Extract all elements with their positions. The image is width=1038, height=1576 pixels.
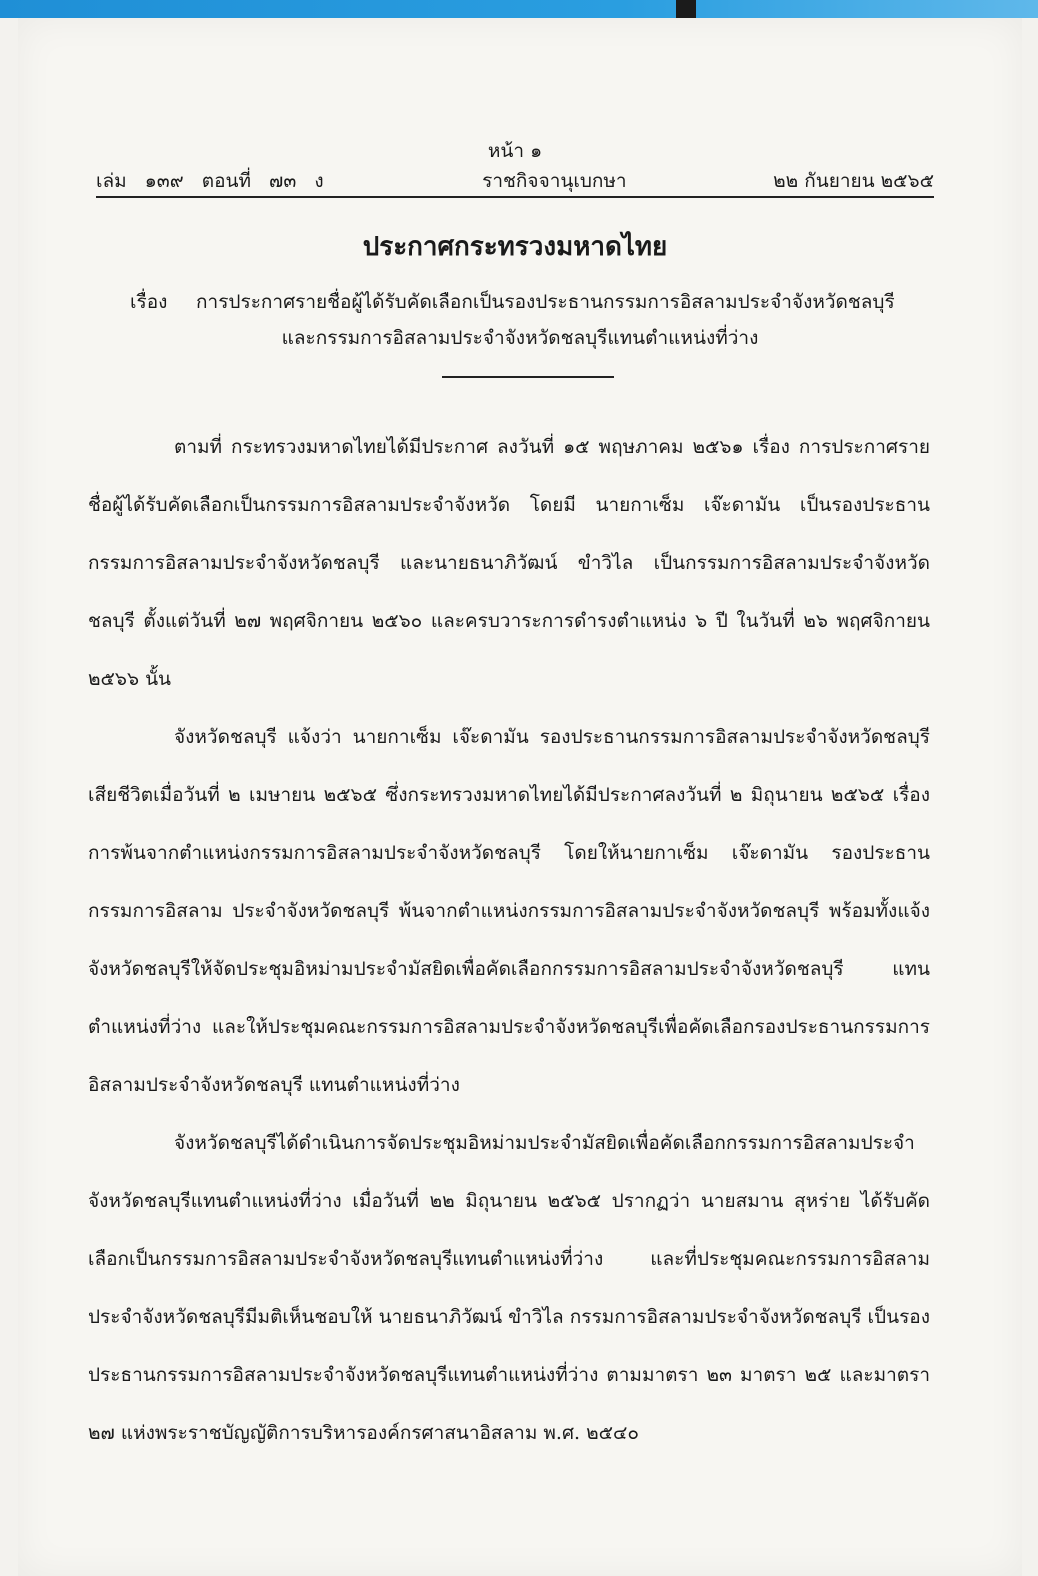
paragraph-2: จังหวัดชลบุรี แจ้งว่า นายกาเซ็ม เจ๊ะดามัน รองประธานกรรมการอิสลามประจำจังหวัดชลบุรี เสียชีวิตเมื่อวันที่ ๒ เมษายน ๒๕๖๕ ซึ่งกระทรวงมหาดไทยได้มีประกาศลงวันที่ ๒ มิถุนายน ๒๕๖๕ เรื่อง การพ้นจากตำแหน่งกรรมการอิสลามประจำจังหวัดชลบุรี โดยให้นายกาเซ็ม เจ๊ะดามัน รองประธานกรรมการอิสลาม ประจำจังหวัดชลบุรี พ้นจากตำแหน่งกรรมการอิสลามประจำจังหวัดชลบุรี พร้อมทั้งแจ้งจังหวัดชลบุรีให้จัดประชุมอิหม่ามประจำมัสยิดเพื่อคัดเลือกกรรมการอิสลามประจำจังหวัดชลบุรี แทนตำแหน่งที่ว่าง และให้ประชุมคณะกรรมการอิสลามประจำจังหวัดชลบุรีเพื่อคัดเลือกรองประธานกรรมการอิสลามประจำจังหวัดชลบุรี แทนตำแหน่งที่ว่าง xyxy=(88,726,930,1096)
section-type: ง xyxy=(314,170,324,192)
header-rule xyxy=(96,196,934,198)
gazette-name: ราชกิจจานุเบกษา xyxy=(482,170,627,192)
section-number: ๗๓ xyxy=(269,170,297,192)
header-meta-row xyxy=(96,166,934,194)
title-divider xyxy=(442,376,614,378)
paragraph-3: จังหวัดชลบุรีได้ดำเนินการจัดประชุมอิหม่ามประจำมัสยิดเพื่อคัดเลือกกรรมการอิสลามประจำจังหวัดชลบุรีแทนตำแหน่งที่ว่าง เมื่อวันที่ ๒๒ มิถุนายน ๒๕๖๕ ปรากฏว่า นายสมาน สุหร่าย ได้รับคัดเลือกเป็นกรรมการอิสลามประจำจังหวัดชลบุรีแทนตำแหน่งที่ว่าง และที่ประชุมคณะกรรมการอิสลามประจำจังหวัดชลบุรีมีมติเห็นชอบให้ นายธนาภิวัฒน์ ขำวิไล กรรมการอิสลามประจำจังหวัดชลบุรี เป็นรองประธานกรรมการอิสลามประจำจังหวัดชลบุรีแทนตำแหน่งที่ว่าง ตามมาตรา ๒๓ มาตรา ๒๕ และมาตรา ๒๗ แห่งพระราชบัญญัติการบริหารองค์กรศาสนาอิสลาม พ.ศ. ๒๕๔๐ xyxy=(88,1132,930,1444)
subject-line-1: การประกาศรายชื่อผู้ได้รับคัดเลือกเป็นรองประธานกรรมการอิสลามประจำจังหวัดชลบุรี xyxy=(196,291,895,313)
paragraph-1: ตามที่ กระทรวงมหาดไทยได้มีประกาศ ลงวันที่ ๑๕ พฤษภาคม ๒๕๖๑ เรื่อง การประกาศรายชื่อผู้ได้รับคัดเลือกเป็นกรรมการอิสลามประจำจังหวัด โดยมี นายกาเซ็ม เจ๊ะดามัน เป็นรองประธานกรรมการอิสลามประจำจังหวัดชลบุรี และนายธนาภิวัฒน์ ขำวิไล เป็นกรรมการอิสลามประจำจังหวัดชลบุรี ตั้งแต่วันที่ ๒๗ พฤศจิกายน ๒๕๖๐ และครบวาระการดำรงตำแหน่ง ๖ ปี ในวันที่ ๒๖ พฤศจิกายน ๒๕๖๖ นั้น xyxy=(88,436,930,690)
top-color-strip xyxy=(0,0,1038,18)
document-body xyxy=(88,418,930,1462)
gazette-header xyxy=(96,136,934,206)
document-title: ประกาศกระทรวงมหาดไทย xyxy=(362,232,668,262)
binder-clip xyxy=(676,0,696,18)
publication-date: ๒๒ กันยายน ๒๕๖๕ xyxy=(773,170,934,192)
subject-label: เรื่อง xyxy=(130,291,168,313)
volume-label: เล่ม xyxy=(96,170,127,192)
issue-info xyxy=(96,166,336,196)
subject-block xyxy=(130,284,910,356)
page-number: หน้า ๑ xyxy=(487,140,543,162)
subject-line-2: และกรรมการอิสลามประจำจังหวัดชลบุรีแทนตำแหน่งที่ว่าง xyxy=(281,327,759,349)
volume-number: ๑๓๙ xyxy=(144,170,184,192)
section-label: ตอนที่ xyxy=(201,170,251,192)
